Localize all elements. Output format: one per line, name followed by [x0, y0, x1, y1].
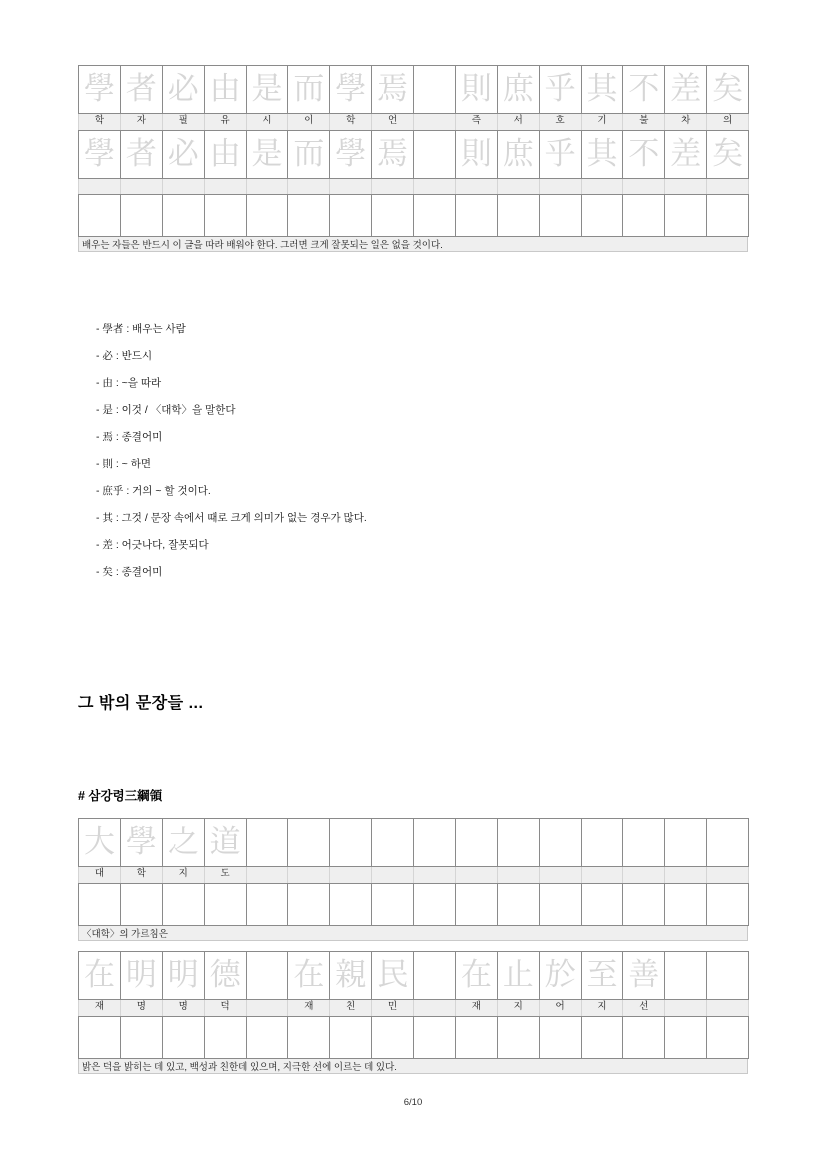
grid-cell[interactable] [162, 131, 204, 179]
spacer-cell [623, 179, 665, 195]
grid-cell[interactable] [204, 131, 246, 179]
reading-label: 학 [136, 869, 146, 880]
spacer-cell [79, 179, 121, 195]
practice-cell[interactable] [204, 195, 246, 237]
practice-cell[interactable] [162, 884, 204, 926]
reading-cell [539, 114, 581, 131]
reading-label: 친 [346, 1002, 356, 1013]
grid-cell[interactable] [246, 131, 288, 179]
grid-cell-blank[interactable] [246, 952, 288, 1000]
grid-cell[interactable] [497, 66, 539, 114]
reading-label: 자 [136, 116, 146, 127]
grid-cell[interactable] [581, 952, 623, 1000]
reading-cell [581, 1000, 623, 1017]
practice-cell[interactable] [120, 195, 162, 237]
reading-cell-blank [414, 114, 456, 131]
reading-cell-blank [623, 867, 665, 884]
spacer-cell [204, 179, 246, 195]
page-title-other-sentences: 그 밖의 문장들 ... [78, 695, 204, 712]
reading-label: 의 [722, 116, 733, 127]
list-item: - 差 : 어긋나다, 잘못되다 [96, 539, 209, 551]
ghost-character: 焉 [377, 71, 409, 107]
ghost-character: 由 [209, 136, 241, 172]
reading-cell-blank [707, 1000, 749, 1017]
practice-cell[interactable] [707, 1017, 749, 1059]
reading-cell [497, 114, 539, 131]
ghost-character: 而 [293, 136, 325, 172]
ghost-character: 在 [83, 957, 115, 993]
practice-cell[interactable] [455, 1017, 497, 1059]
ghost-character: 焉 [377, 136, 409, 172]
grid-cell-blank[interactable] [288, 819, 330, 867]
grid-cell-blank[interactable] [330, 819, 372, 867]
reading-label: 재 [304, 1002, 314, 1013]
reading-cell-blank [288, 867, 330, 884]
grid-cell[interactable] [372, 131, 414, 179]
practice-cell[interactable] [414, 1017, 456, 1059]
reading-cell [204, 867, 246, 884]
reading-label: 덕 [220, 1002, 230, 1013]
reading-cell [79, 867, 121, 884]
grid-cell[interactable] [330, 66, 372, 114]
ghost-character: 者 [125, 71, 157, 107]
reading-label: 재 [94, 1002, 105, 1013]
grid-reading-row [79, 867, 749, 884]
ghost-character: 親 [335, 957, 367, 993]
grid-cell[interactable] [623, 131, 665, 179]
practice-cell[interactable] [497, 195, 539, 237]
reading-label: 지 [178, 869, 188, 880]
spacer-cell [455, 179, 497, 195]
ghost-character: 至 [586, 957, 618, 993]
grid-character-row [79, 66, 749, 114]
reading-cell [330, 1000, 372, 1017]
list-item: - 學者 : 배우는 사람 [96, 323, 186, 335]
grid-cell[interactable] [372, 66, 414, 114]
reading-label: 명 [136, 1002, 146, 1013]
ghost-character: 必 [167, 71, 199, 107]
reading-label: 즉 [471, 116, 481, 127]
reading-cell-blank [246, 867, 288, 884]
reading-label: 선 [639, 1002, 649, 1013]
grid-cell[interactable] [455, 66, 497, 114]
list-item: - 必 : 반드시 [96, 350, 153, 362]
reading-label: 학 [346, 116, 356, 127]
reading-label: 대 [94, 869, 105, 880]
grid-cell[interactable] [497, 952, 539, 1000]
grid-cell[interactable] [455, 131, 497, 179]
practice-cell[interactable] [246, 195, 288, 237]
practice-cell[interactable] [372, 884, 414, 926]
ghost-character: 矣 [712, 71, 744, 107]
practice-cell[interactable] [372, 1017, 414, 1059]
practice-cell[interactable] [414, 195, 456, 237]
reading-cell-blank [414, 1000, 456, 1017]
ghost-character: 者 [125, 136, 157, 172]
grid-cell[interactable] [162, 819, 204, 867]
practice-cell[interactable] [79, 195, 121, 237]
reading-cell-blank [707, 867, 749, 884]
grid-cell[interactable] [707, 66, 749, 114]
reading-cell [204, 1000, 246, 1017]
practice-cell[interactable] [204, 1017, 246, 1059]
grid-cell[interactable] [707, 131, 749, 179]
spacer-cell [707, 179, 749, 195]
practice-cell[interactable] [707, 884, 749, 926]
reading-cell [623, 1000, 665, 1017]
grid-cell[interactable] [246, 66, 288, 114]
ghost-character: 乎 [544, 71, 576, 107]
practice-cell[interactable] [330, 1017, 372, 1059]
ghost-character: 差 [670, 71, 702, 107]
grid-cell[interactable] [204, 952, 246, 1000]
grid-cell[interactable] [120, 952, 162, 1000]
practice-cell[interactable] [623, 884, 665, 926]
ghost-character: 學 [125, 824, 157, 860]
ghost-character: 不 [628, 71, 660, 107]
ghost-character: 在 [460, 957, 492, 993]
reading-label: 학 [94, 116, 105, 127]
grid-character-row [79, 819, 749, 867]
ghost-character: 明 [167, 957, 199, 993]
practice-cell[interactable] [581, 1017, 623, 1059]
reading-cell-blank [581, 867, 623, 884]
ghost-character: 其 [586, 136, 618, 172]
practice-grid-block-hakja [78, 65, 748, 252]
grid-cell[interactable] [623, 952, 665, 1000]
reading-label: 서 [513, 116, 523, 127]
spacer-cell [162, 179, 204, 195]
practice-cell[interactable] [497, 884, 539, 926]
grid-cell[interactable] [581, 131, 623, 179]
reading-cell [372, 1000, 414, 1017]
translation-band: 배우는 자들은 반드시 이 글을 따라 배워야 한다. 그러면 크게 잘못되는 일은 없을 것이다. [78, 237, 748, 252]
practice-cell[interactable] [288, 1017, 330, 1059]
grid-cell-blank[interactable] [497, 819, 539, 867]
grid-cell[interactable] [539, 131, 581, 179]
grid-cell[interactable] [539, 952, 581, 1000]
grid-cell[interactable] [581, 66, 623, 114]
practice-grid-table [78, 951, 749, 1059]
ghost-character: 差 [670, 136, 702, 172]
grid-cell[interactable] [497, 131, 539, 179]
ghost-character: 止 [502, 957, 534, 993]
ghost-character: 庶 [502, 136, 534, 172]
reading-label: 불 [639, 116, 649, 127]
vocabulary-list [96, 316, 736, 586]
reading-cell-blank [414, 867, 456, 884]
practice-cell[interactable] [623, 1017, 665, 1059]
reading-cell [455, 1000, 497, 1017]
reading-cell [288, 114, 330, 131]
reading-cell-blank [455, 867, 497, 884]
grid-cell-blank[interactable] [539, 819, 581, 867]
practice-cell[interactable] [246, 884, 288, 926]
reading-cell [330, 114, 372, 131]
reading-cell [162, 1000, 204, 1017]
reading-cell [665, 114, 707, 131]
practice-grid-block-samgang [78, 951, 748, 1074]
practice-cell[interactable] [120, 1017, 162, 1059]
grid-cell[interactable] [330, 952, 372, 1000]
grid-cell-blank[interactable] [414, 819, 456, 867]
spacer-cell [246, 179, 288, 195]
reading-cell [455, 114, 497, 131]
grid-cell-blank[interactable] [623, 819, 665, 867]
practice-cell[interactable] [539, 195, 581, 237]
practice-cell[interactable] [539, 1017, 581, 1059]
grid-cell[interactable] [79, 66, 121, 114]
reading-cell [79, 114, 121, 131]
grid-cell[interactable] [455, 952, 497, 1000]
practice-cell[interactable] [455, 884, 497, 926]
ghost-character: 善 [628, 957, 660, 993]
grid-cell-blank[interactable] [414, 952, 456, 1000]
reading-label: 민 [387, 1002, 398, 1013]
ghost-character: 是 [251, 136, 283, 172]
ghost-character: 必 [167, 136, 199, 172]
grid-cell[interactable] [623, 66, 665, 114]
list-item: - 其 : 그것 / 문장 속에서 때로 크게 의미가 없는 경우가 많다. [96, 512, 367, 524]
reading-label: 지 [597, 1002, 607, 1013]
grid-cell[interactable] [665, 66, 707, 114]
reading-cell [581, 114, 623, 131]
reading-cell [246, 114, 288, 131]
ghost-character: 大 [83, 824, 115, 860]
grid-cell[interactable] [665, 131, 707, 179]
grid-cell-blank[interactable] [581, 819, 623, 867]
reading-cell-blank [246, 1000, 288, 1017]
reading-label: 필 [178, 116, 188, 127]
grid-cell[interactable] [204, 819, 246, 867]
grid-cell[interactable] [288, 131, 330, 179]
reading-cell [372, 114, 414, 131]
grid-cell[interactable] [120, 131, 162, 179]
grid-cell-blank[interactable] [665, 952, 707, 1000]
ghost-character: 由 [209, 71, 241, 107]
reading-cell [120, 1000, 162, 1017]
practice-grid-table [78, 65, 749, 237]
spacer-cell [414, 179, 456, 195]
list-item: - 焉 : 종결어미 [96, 431, 163, 443]
practice-cell[interactable] [120, 884, 162, 926]
reading-label: 시 [262, 116, 272, 127]
ghost-character: 學 [335, 71, 367, 107]
translation-band: 밝은 덕을 밝히는 데 있고, 백성과 친한데 있으며, 지극한 선에 이르는 데 있다. [78, 1059, 748, 1074]
practice-cell[interactable] [162, 1017, 204, 1059]
reading-cell [162, 114, 204, 131]
grid-cell-blank[interactable] [455, 819, 497, 867]
grid-cell-blank[interactable] [707, 819, 749, 867]
practice-cell[interactable] [288, 884, 330, 926]
reading-cell-blank [539, 867, 581, 884]
ghost-character: 道 [209, 824, 241, 860]
section-heading-samgangryeong: # 삼강령三綱領 [78, 789, 163, 803]
ghost-character: 民 [377, 957, 409, 993]
practice-cell[interactable] [330, 884, 372, 926]
spacer-cell [120, 179, 162, 195]
reading-label: 지 [513, 1002, 523, 1013]
practice-cell[interactable] [204, 884, 246, 926]
list-item: - 由 : ~을 따라 [96, 377, 162, 389]
reading-label: 도 [220, 869, 230, 880]
ghost-character: 明 [125, 957, 157, 993]
grid-practice-row [79, 195, 749, 237]
reading-label: 이 [304, 116, 314, 127]
grid-cell[interactable] [330, 131, 372, 179]
spacer-cell [539, 179, 581, 195]
practice-cell[interactable] [581, 195, 623, 237]
practice-cell[interactable] [665, 195, 707, 237]
reading-label: 재 [471, 1002, 481, 1013]
ghost-character: 乎 [544, 136, 576, 172]
grid-cell-blank[interactable] [246, 819, 288, 867]
grid-character-row [79, 952, 749, 1000]
reading-cell [623, 114, 665, 131]
grid-cell[interactable] [120, 819, 162, 867]
page-number-footer: 6/10 [403, 1097, 423, 1108]
grid-practice-row [79, 1017, 749, 1059]
reading-cell [497, 1000, 539, 1017]
grid-cell[interactable] [120, 66, 162, 114]
practice-cell[interactable] [539, 884, 581, 926]
grid-reading-row [79, 114, 749, 131]
reading-cell [288, 1000, 330, 1017]
practice-cell[interactable] [372, 195, 414, 237]
practice-grid-block-daehak-do [78, 818, 748, 941]
list-item: - 則 : ~ 하면 [96, 458, 152, 470]
ghost-character: 矣 [712, 136, 744, 172]
list-item: - 矣 : 종결어미 [96, 566, 163, 578]
reading-cell [539, 1000, 581, 1017]
ghost-character: 則 [460, 136, 492, 172]
practice-cell[interactable] [707, 195, 749, 237]
ghost-character: 在 [293, 957, 325, 993]
ghost-character: 庶 [502, 71, 534, 107]
ghost-character: 學 [83, 136, 115, 172]
grid-practice-row [79, 884, 749, 926]
ghost-character: 學 [83, 71, 115, 107]
practice-cell[interactable] [162, 195, 204, 237]
reading-cell [79, 1000, 121, 1017]
reading-label: 어 [555, 1002, 565, 1013]
spacer-cell [288, 179, 330, 195]
reading-label: 기 [597, 116, 607, 127]
practice-cell[interactable] [414, 884, 456, 926]
reading-cell-blank [497, 867, 539, 884]
spacer-cell [330, 179, 372, 195]
ghost-character: 其 [586, 71, 618, 107]
practice-cell[interactable] [330, 195, 372, 237]
spacer-cell [372, 179, 414, 195]
ghost-character: 德 [209, 957, 241, 993]
ghost-character: 之 [167, 824, 199, 860]
grid-character-row-second [79, 131, 749, 179]
spacer-cell [581, 179, 623, 195]
practice-cell[interactable] [665, 884, 707, 926]
ghost-character: 而 [293, 71, 325, 107]
spacer-cell [665, 179, 707, 195]
reading-cell [162, 867, 204, 884]
grid-cell[interactable] [204, 66, 246, 114]
practice-cell[interactable] [665, 1017, 707, 1059]
practice-cell[interactable] [623, 195, 665, 237]
grid-cell[interactable] [79, 131, 121, 179]
reading-cell [204, 114, 246, 131]
practice-cell[interactable] [455, 195, 497, 237]
grid-cell[interactable] [162, 952, 204, 1000]
practice-cell[interactable] [581, 884, 623, 926]
reading-cell-blank [330, 867, 372, 884]
reading-label: 차 [681, 116, 691, 127]
grid-cell[interactable] [288, 66, 330, 114]
grid-cell-blank[interactable] [707, 952, 749, 1000]
practice-cell[interactable] [79, 884, 121, 926]
reading-cell [120, 867, 162, 884]
reading-cell [120, 114, 162, 131]
grid-cell[interactable] [288, 952, 330, 1000]
grid-cell[interactable] [372, 952, 414, 1000]
grid-reading-row [79, 1000, 749, 1017]
reading-label: 언 [387, 116, 398, 127]
grid-cell[interactable] [79, 952, 121, 1000]
grid-cell[interactable] [79, 819, 121, 867]
ghost-character: 不 [628, 136, 660, 172]
practice-cell[interactable] [246, 1017, 288, 1059]
translation-band: 〈대학〉의 가르침은 [78, 926, 748, 941]
practice-grid-table [78, 818, 749, 926]
reading-label: 명 [178, 1002, 188, 1013]
reading-cell-blank [372, 867, 414, 884]
grid-cell-blank[interactable] [665, 819, 707, 867]
reading-cell-blank [665, 867, 707, 884]
spacer-cell [497, 179, 539, 195]
ghost-character: 是 [251, 71, 283, 107]
grid-cell-blank[interactable] [372, 819, 414, 867]
grid-cell-blank[interactable] [414, 131, 456, 179]
practice-cell[interactable] [497, 1017, 539, 1059]
grid-cell[interactable] [539, 66, 581, 114]
ghost-character: 於 [544, 957, 576, 993]
reading-cell-blank [665, 1000, 707, 1017]
ghost-character: 學 [335, 136, 367, 172]
practice-cell[interactable] [79, 1017, 121, 1059]
grid-cell[interactable] [162, 66, 204, 114]
reading-cell [707, 114, 749, 131]
reading-label: 호 [555, 116, 565, 127]
grid-cell-blank[interactable] [414, 66, 456, 114]
list-item: - 庶乎 : 거의 ~ 할 것이다. [96, 485, 211, 497]
practice-cell[interactable] [288, 195, 330, 237]
ghost-character: 則 [460, 71, 492, 107]
reading-label: 유 [220, 116, 230, 127]
list-item: - 是 : 이것 / 〈대학〉을 말한다 [96, 404, 236, 416]
grid-spacer-row [79, 179, 749, 195]
